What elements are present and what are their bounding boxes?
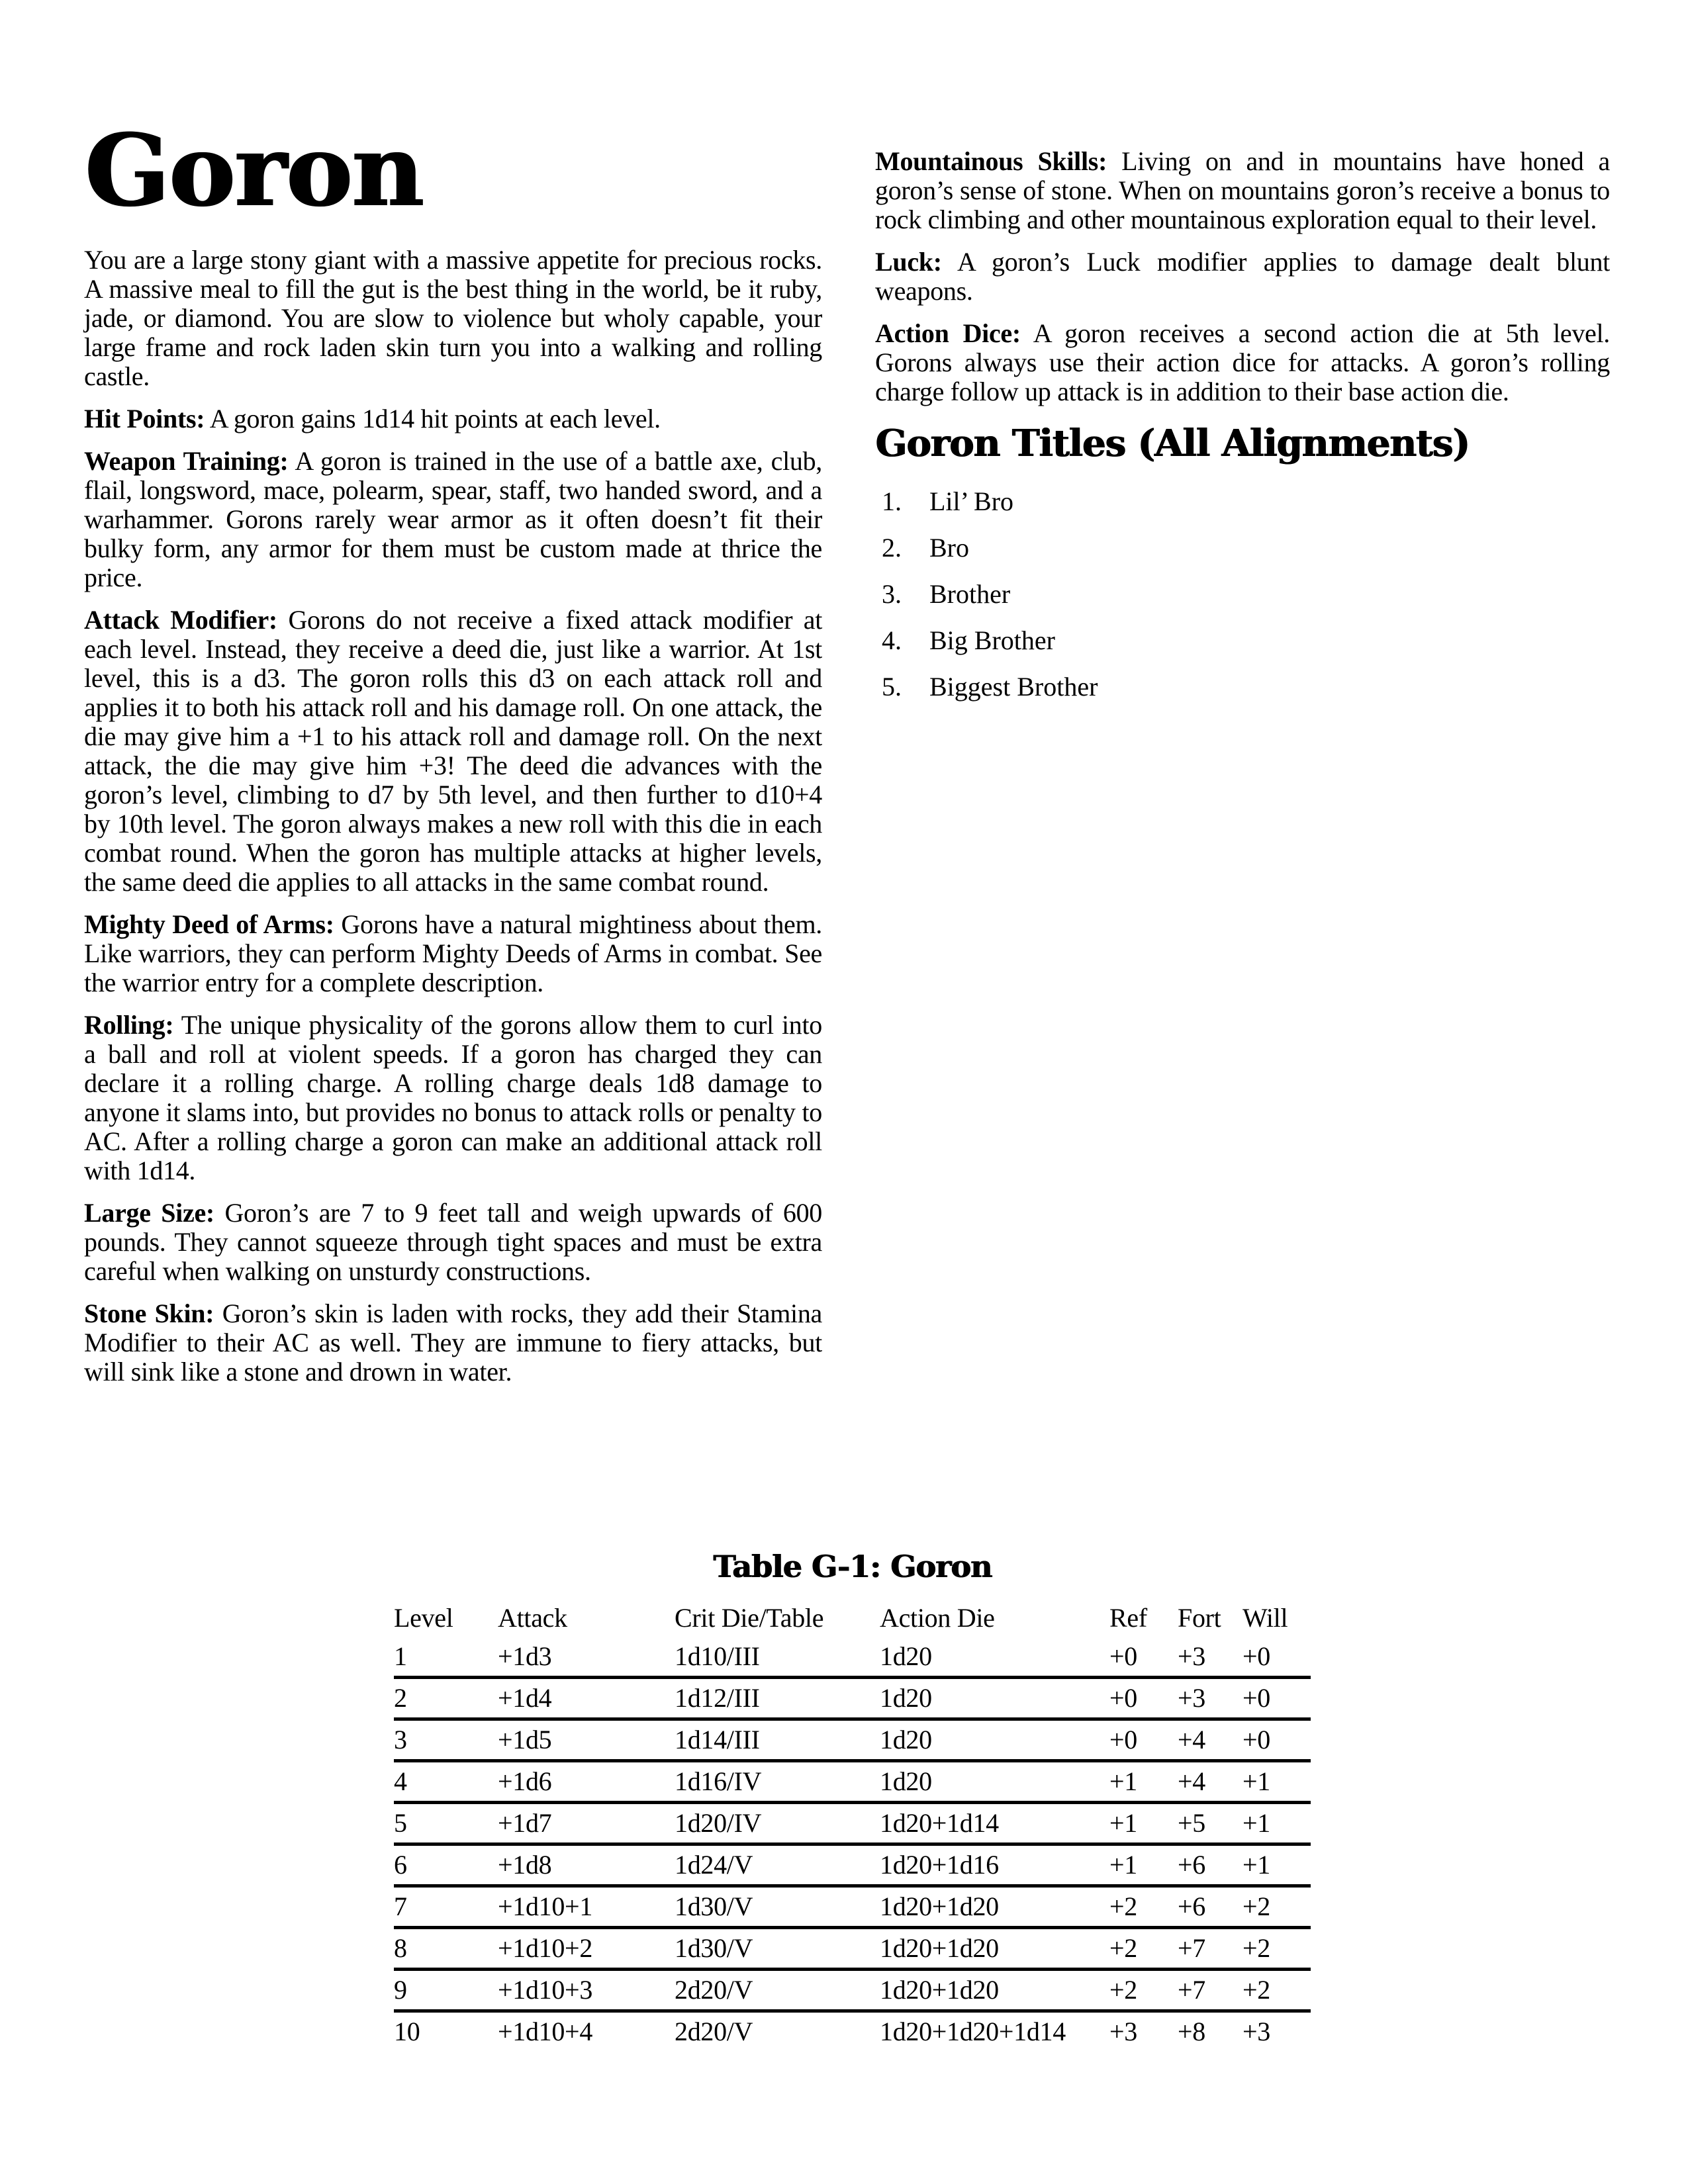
cell-level: 9: [394, 1975, 407, 2005]
paragraph-action-dice: [875, 319, 1610, 406]
cell-crit-die: 2d20/V: [675, 2017, 753, 2046]
class-table: [394, 1599, 1311, 2051]
cell-ref: +1: [1109, 1808, 1137, 1838]
table-row: [394, 1761, 1311, 1803]
cell-crit-die: 1d20/IV: [675, 1808, 762, 1838]
cell-will: +0: [1243, 1725, 1270, 1754]
weapon-training-text: A goron is trained in the use of a battle axe, club, flail, longsword, mace, polearm, spear, staff, two handed sword, and a warhammer. Gorons rarely wear armor as it often doesn’t fit their bulky form, any armor for them must be custom made at thrice the price.: [84, 446, 822, 592]
table-row: [394, 1970, 1311, 2011]
cell-fort: +3: [1178, 1641, 1205, 1671]
table-row: [394, 1637, 1311, 1678]
cell-action-die: 1d20+1d20+1d14: [880, 2017, 1066, 2046]
title-label: Lil’ Bro: [929, 486, 1014, 516]
cell-will: +3: [1243, 2017, 1270, 2046]
table-row: [394, 1803, 1311, 1844]
goron-titles-heading: Goron Titles (All Alignments): [875, 422, 1470, 465]
cell-fort: +6: [1178, 1850, 1205, 1880]
cell-attack: +1d8: [498, 1850, 552, 1880]
cell-action-die: 1d20: [880, 1683, 932, 1713]
table-row: [394, 1719, 1311, 1761]
column-header-ref: Ref: [1109, 1603, 1147, 1633]
cell-fort: +8: [1178, 2017, 1205, 2046]
cell-level: 5: [394, 1808, 407, 1838]
class-table-block: [394, 1549, 1311, 2051]
cell-crit-die: 1d10/III: [675, 1641, 760, 1671]
class-table-title: Table G-1: Goron: [712, 1549, 992, 1584]
mountainous-skills-label: Mountainous Skills:: [875, 146, 1107, 176]
cell-crit-die: 1d30/V: [675, 1891, 753, 1921]
title-number: 2.: [882, 532, 902, 563]
stone-skin-text: Goron’s skin is laden with rocks, they add their Stamina Modifier to their AC as well. They are immune to fiery attacks, but will sink like a stone and drown in water.: [84, 1298, 822, 1387]
cell-ref: +2: [1109, 1975, 1137, 2005]
cell-level: 8: [394, 1933, 407, 1963]
title-number: 5.: [882, 671, 902, 702]
cell-ref: +1: [1109, 1850, 1137, 1880]
column-header-fort: Fort: [1178, 1603, 1221, 1633]
cell-crit-die: 1d30/V: [675, 1933, 753, 1963]
cell-ref: +3: [1109, 2017, 1137, 2046]
paragraph-large-size: [84, 1199, 822, 1286]
cell-action-die: 1d20+1d14: [880, 1808, 999, 1838]
title-label: Bro: [929, 532, 969, 563]
cell-crit-die: 1d16/IV: [675, 1766, 762, 1796]
cell-ref: +0: [1109, 1725, 1137, 1754]
cell-level: 1: [394, 1641, 407, 1671]
attack-modifier-text: Gorons do not receive a fixed attack modifier at each level. Instead, they receive a deed die, just like a warrior. At 1st level, this is a d3. The goron rolls this d3 on each attack roll and applies it to both his attack roll and his damage roll. On one attack, the die may give him a +1 to his attack roll and damage roll. On the next attack, the die may give him +3! The deed die advances with the goron’s level, climbing to d7 by 5th level, and then further to d10+4 by 10th level. The goron always makes a new roll with this die in each combat round. When the goron has multiple attacks at higher levels, the same deed die applies to all attacks in the same combat round.: [84, 605, 823, 897]
table-row: [394, 1678, 1311, 1719]
cell-attack: +1d5: [498, 1725, 552, 1754]
rolling-text: The unique physicality of the gorons allow them to curl into a ball and roll at violent speeds. If a goron has charged they can declare it a rolling charge. A rolling charge deals 1d8 damage to anyone it slams into, but provides no bonus to attack rolls or penalty to AC. After a rolling charge a goron can make an additional attack roll with 1d14.: [84, 1010, 822, 1185]
cell-attack: +1d10+3: [498, 1975, 593, 2005]
table-row: [394, 1886, 1311, 1928]
cell-action-die: 1d20: [880, 1725, 932, 1754]
cell-ref: +0: [1109, 1641, 1137, 1671]
rolling-label: Rolling:: [84, 1010, 174, 1040]
paragraph-attack-modifier: [84, 606, 822, 897]
cell-action-die: 1d20: [880, 1641, 932, 1671]
hit-points-label: Hit Points:: [84, 404, 205, 433]
intro-paragraph: You are a large stony giant with a massive appetite for precious rocks. A massive meal to fill the gut is the best thing in the world, be it ruby, jade, or diamond. You are slow to violence but wholy capable, your large frame and rock laden skin turn you into a walking and rolling castle.: [84, 245, 822, 391]
cell-ref: +0: [1109, 1683, 1137, 1713]
cell-attack: +1d10+4: [498, 2017, 593, 2046]
title-list-item-2: [882, 533, 1610, 563]
column-header-action-die: Action Die: [880, 1603, 995, 1633]
paragraph-rolling: [84, 1011, 822, 1185]
table-row: [394, 1844, 1311, 1886]
title-label: Biggest Brother: [929, 671, 1098, 702]
column-header-level: Level: [394, 1603, 453, 1633]
title-number: 1.: [882, 486, 902, 516]
cell-level: 10: [394, 2017, 420, 2046]
cell-crit-die: 1d24/V: [675, 1850, 753, 1880]
title-list-item-1: [882, 487, 1610, 516]
cell-attack: +1d6: [498, 1766, 552, 1796]
cell-attack: +1d10+2: [498, 1933, 593, 1963]
cell-fort: +4: [1178, 1725, 1205, 1754]
cell-crit-die: 1d14/III: [675, 1725, 760, 1754]
cell-ref: +2: [1109, 1891, 1137, 1921]
title-label: Brother: [929, 578, 1011, 609]
cell-will: +2: [1243, 1975, 1270, 2005]
cell-action-die: 1d20+1d16: [880, 1850, 999, 1880]
cell-action-die: 1d20+1d20: [880, 1933, 999, 1963]
cell-attack: +1d7: [498, 1808, 552, 1838]
column-header-crit-die: Crit Die/Table: [675, 1603, 824, 1633]
cell-attack: +1d4: [498, 1683, 552, 1713]
goron-titles-list: [875, 487, 1610, 702]
cell-will: +0: [1243, 1641, 1270, 1671]
cell-fort: +6: [1178, 1891, 1205, 1921]
mighty-deed-text: Gorons have a natural mightiness about them. Like warriors, they can perform Mighty Deeds of Arms in combat. See the warrior entry for a complete description.: [84, 909, 822, 997]
paragraph-hit-points: [84, 404, 822, 433]
paragraph-luck: [875, 248, 1610, 306]
paragraph-weapon-training: [84, 447, 822, 592]
cell-crit-die: 1d12/III: [675, 1683, 760, 1713]
title-number: 3.: [882, 578, 902, 609]
table-header-row: [394, 1599, 1311, 1637]
cell-action-die: 1d20+1d20: [880, 1891, 999, 1921]
cell-will: +1: [1243, 1766, 1270, 1796]
paragraph-mountainous-skills: [875, 147, 1610, 234]
cell-level: 3: [394, 1725, 407, 1754]
large-size-label: Large Size:: [84, 1198, 214, 1228]
luck-text: A goron’s Luck modifier applies to damage dealt blunt weapons.: [875, 247, 1610, 306]
cell-fort: +3: [1178, 1683, 1205, 1713]
cell-crit-die: 2d20/V: [675, 1975, 753, 2005]
cell-level: 4: [394, 1766, 407, 1796]
cell-will: +0: [1243, 1683, 1270, 1713]
cell-level: 2: [394, 1683, 407, 1713]
cell-will: +2: [1243, 1891, 1270, 1921]
cell-will: +2: [1243, 1933, 1270, 1963]
title-list-item-5: [882, 672, 1610, 702]
title-list-item-4: [882, 626, 1610, 655]
page-title: Goron: [84, 113, 423, 229]
title-number: 4.: [882, 625, 902, 655]
weapon-training-label: Weapon Training:: [84, 446, 289, 476]
large-size-text: Goron’s are 7 to 9 feet tall and weigh upwards of 600 pounds. They cannot squeeze through tight spaces and must be extra careful when walking on unsturdy constructions.: [84, 1198, 822, 1286]
cell-level: 6: [394, 1850, 407, 1880]
left-column: [84, 113, 823, 1387]
table-row: [394, 1928, 1311, 1970]
cell-fort: +5: [1178, 1808, 1205, 1838]
column-header-will: Will: [1243, 1603, 1288, 1633]
cell-fort: +7: [1178, 1933, 1205, 1963]
action-dice-text: A goron receives a second action die at 5th level. Gorons always use their action dice for attacks. A goron’s rolling charge follow up attack is in addition to their base action die.: [875, 318, 1610, 406]
column-header-attack: Attack: [498, 1603, 567, 1633]
paragraph-stone-skin: [84, 1299, 822, 1387]
cell-fort: +7: [1178, 1975, 1205, 2005]
cell-attack: +1d10+1: [498, 1891, 593, 1921]
cell-will: +1: [1243, 1808, 1270, 1838]
cell-ref: +2: [1109, 1933, 1137, 1963]
cell-fort: +4: [1178, 1766, 1205, 1796]
stone-skin-label: Stone Skin:: [84, 1298, 214, 1328]
paragraph-mighty-deed: [84, 910, 822, 997]
title-label: Big Brother: [929, 625, 1055, 655]
luck-label: Luck:: [875, 247, 942, 277]
mountainous-skills-text: Living on and in mountains have honed a goron’s sense of stone. When on mountains goron’s receive a bonus to rock climbing and other mountainous exploration equal to their level.: [875, 146, 1610, 234]
hit-points-text: A goron gains 1d14 hit points at each level.: [205, 404, 661, 433]
action-dice-label: Action Dice:: [875, 318, 1021, 348]
cell-action-die: 1d20+1d20: [880, 1975, 999, 2005]
attack-modifier-label: Attack Modifier:: [84, 605, 277, 635]
mighty-deed-label: Mighty Deed of Arms:: [84, 909, 334, 939]
cell-will: +1: [1243, 1850, 1270, 1880]
cell-attack: +1d3: [498, 1641, 552, 1671]
right-column: [875, 147, 1610, 719]
cell-ref: +1: [1109, 1766, 1137, 1796]
title-list-item-3: [882, 580, 1610, 609]
cell-action-die: 1d20: [880, 1766, 932, 1796]
cell-level: 7: [394, 1891, 407, 1921]
table-row: [394, 2011, 1311, 2052]
